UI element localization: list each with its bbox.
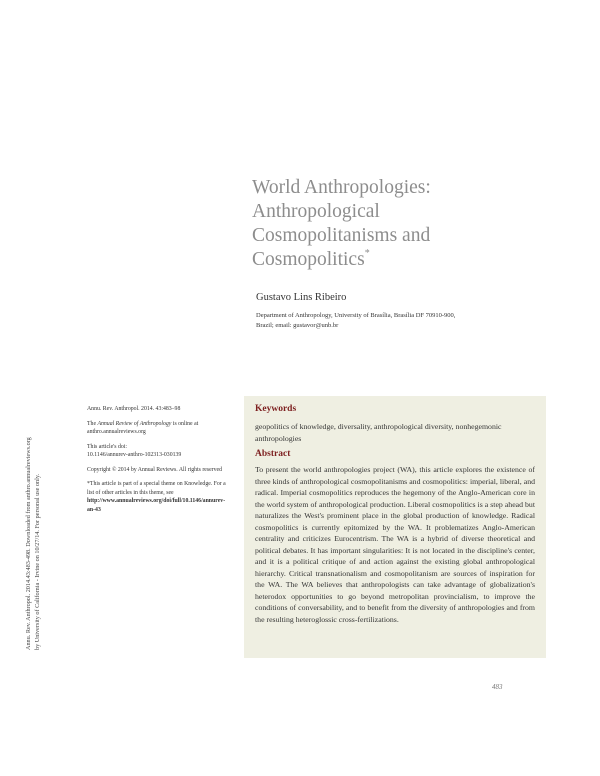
article-metadata (87, 405, 227, 520)
download-notice-line1: Annu. Rev. Anthropol. 2014.43:483-498. Downloaded from anthro.annualreviews.org (25, 437, 32, 650)
doi-value[interactable]: 10.1146/annurev-anthro-102313-030139 (87, 452, 182, 458)
download-notice-line2: by University of California - Irvine on 10/27/14. For personal use only. (34, 473, 41, 650)
citation: Annu. Rev. Anthropol. 2014. 43:483–98 (87, 406, 181, 412)
keywords-heading: Keywords (255, 404, 297, 414)
journal-name: Annual Review of Anthropology (97, 420, 172, 427)
title-footnote-mark: * (364, 248, 370, 259)
affiliation-line-1: Department of Anthropology, University of Brasília, Brasília DF 70910-900, (256, 312, 456, 319)
affiliation-line-2: Brazil; email: gustavor@unb.br (256, 322, 339, 329)
online-prefix: The (87, 420, 97, 427)
author-affiliation (256, 311, 506, 331)
page-number: 483 (492, 683, 503, 691)
download-notice (24, 250, 64, 650)
author-name: Gustavo Lins Ribeiro (256, 292, 347, 303)
abstract-text: To present the world anthropologies project (WA), this article explores the existence of three kinds of anthropological cosmopolitanisms and cosmopolitics: imperial, liberal, and radical. Imperial cosmopolitics reproduces the hegemony of the Anglo-American core in the world system of anthropological production. Liberal cosmopolitics is a step ahead but naturalizes the West's prominent place in the global production of knowledge. Radical cosmopolitics is currently epitomized by the WA. It problematizes Anglo-American centrality and criticizes Eurocentrism. The WA is a hybrid of diverse theoretical and political debates. It has important singularities: It is not located in the discipline's center, and it is a political critique of and action against the existing global anthropological hierarchy. Critical transnationalism and cosmopolitanism are sources of inspiration for the WA. The WA believes that anthropologists can take advantage of globalization's heterodox opportunities to go beyond metropolitan provincialism, to improve the conditions of conversability, and to benefit from the diversity of anthropologies and from the resulting heteroglossic cross-fertilizations. (255, 465, 535, 624)
title-line-1: World Anthropologies: (252, 177, 431, 198)
theme-link[interactable]: http://www.annualreviews.org/doi/full/10.1146/annurev-an-43 (87, 498, 226, 513)
title-line-4 (252, 248, 552, 272)
article-title (252, 176, 552, 272)
title-line-3: Cosmopolitanisms and (252, 225, 431, 246)
keywords-text: geopolitics of knowledge, diversality, anthropological diversity, nonhegemonic anthropologies (255, 422, 502, 443)
doi-note (87, 443, 227, 460)
theme-note-text: *This article is part of a special theme on Knowledge. For a list of other articles in this theme, see (87, 481, 226, 496)
title-line-4-text: Cosmopolitics (252, 249, 365, 270)
copyright: Copyright © 2014 by Annual Reviews. All rights reserved (87, 466, 222, 473)
doi-label: This article's doi: (87, 443, 128, 450)
theme-note (87, 480, 227, 514)
online-note (87, 420, 227, 437)
title-line-2: Anthropological (252, 201, 380, 222)
online-suffix: is online at anthro.annualreviews.org (87, 420, 199, 435)
abstract-heading: Abstract (255, 449, 291, 459)
